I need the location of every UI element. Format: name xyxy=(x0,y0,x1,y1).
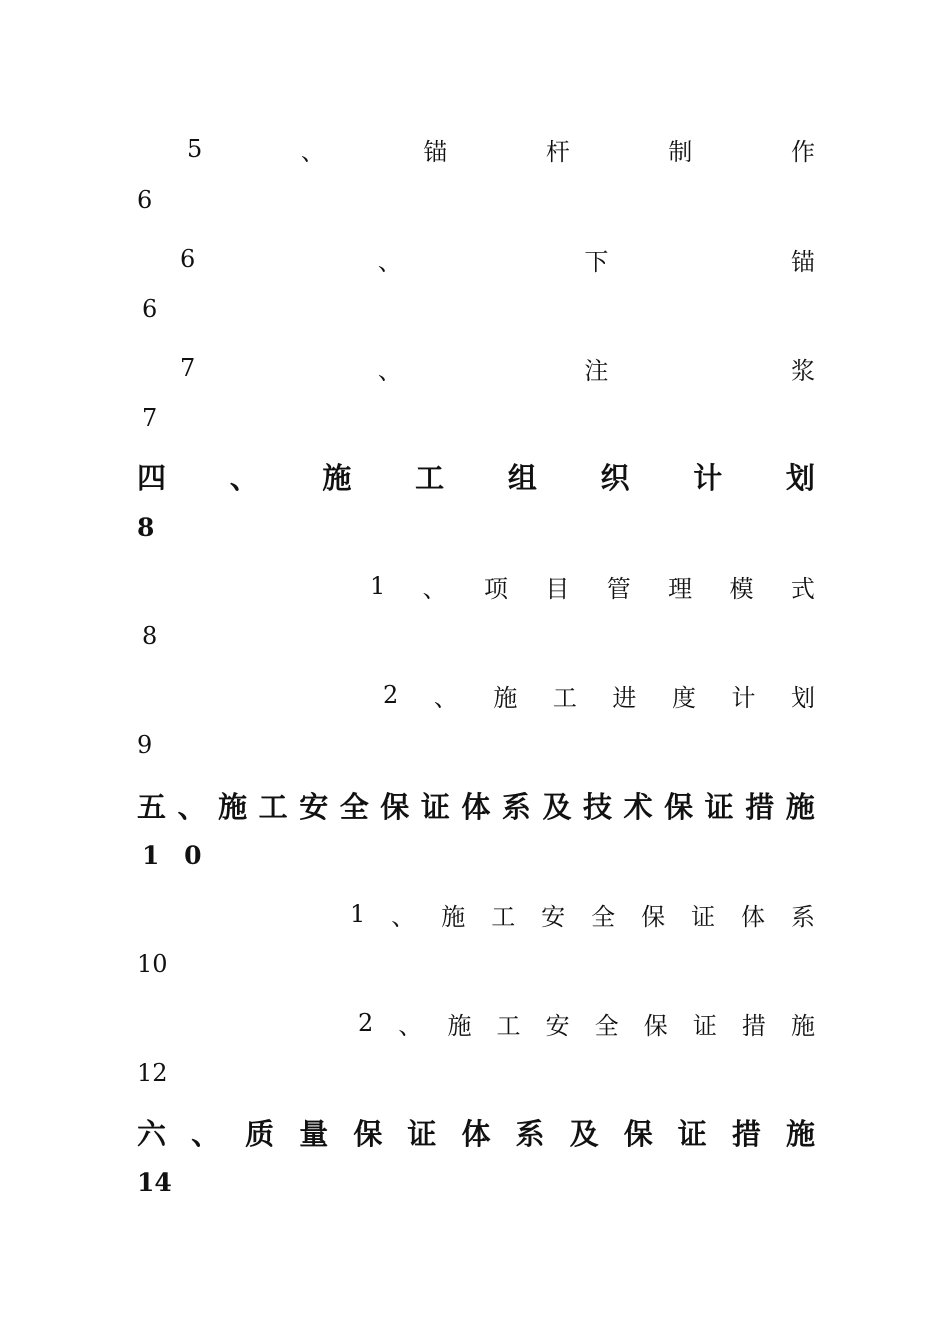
toc-char: 安 xyxy=(299,789,329,824)
toc-char: 理 xyxy=(668,574,693,603)
toc-char: 、 xyxy=(229,460,259,495)
toc-char: 五 xyxy=(137,789,167,824)
toc-char: 工 xyxy=(496,1011,521,1040)
toc-page-number: 1 0 xyxy=(142,841,210,870)
toc-char: 六 xyxy=(137,1116,167,1151)
toc-char: 、 xyxy=(398,1011,423,1040)
toc-char: 体 xyxy=(741,902,766,931)
toc-char: 保 xyxy=(664,789,694,824)
toc-char: 、 xyxy=(300,137,325,166)
toc-char: 1 xyxy=(370,572,386,600)
toc-page-number: 14 xyxy=(137,1168,172,1197)
toc-char: 四 xyxy=(137,460,167,495)
toc-char: 措 xyxy=(741,1011,766,1040)
toc-char: 、 xyxy=(422,574,447,603)
toc-char: 注 xyxy=(584,356,609,385)
toc-char: 安 xyxy=(545,1011,570,1040)
toc-heading-quality-system[interactable] xyxy=(137,1112,815,1152)
toc-char: 目 xyxy=(545,574,570,603)
toc-char: 证 xyxy=(407,1116,437,1151)
toc-char: 及 xyxy=(569,1116,599,1151)
toc-char: 施 xyxy=(447,1011,472,1040)
toc-char: 措 xyxy=(745,789,775,824)
toc-page-number: 8 xyxy=(142,622,158,650)
toc-char: 式 xyxy=(790,574,815,603)
toc-page-number: 10 xyxy=(137,950,168,978)
toc-entry-project-management[interactable] xyxy=(370,566,815,606)
toc-char: 施 xyxy=(790,1011,815,1040)
toc-char: 及 xyxy=(542,789,572,824)
toc-char: 系 xyxy=(501,789,531,824)
toc-char: 划 xyxy=(785,460,815,495)
toc-char: 工 xyxy=(491,902,516,931)
toc-char: 作 xyxy=(790,137,815,166)
toc-char: 保 xyxy=(623,1116,653,1151)
toc-char: 保 xyxy=(380,789,410,824)
toc-heading-construction-plan[interactable] xyxy=(137,456,815,496)
toc-char: 模 xyxy=(729,574,754,603)
toc-char: 证 xyxy=(691,902,716,931)
toc-char: 计 xyxy=(693,460,723,495)
toc-char: 管 xyxy=(606,574,631,603)
toc-char: 证 xyxy=(677,1116,707,1151)
toc-page-number: 9 xyxy=(137,731,153,759)
toc-entry-anchor-making[interactable] xyxy=(187,129,815,169)
toc-char: 2 xyxy=(358,1009,374,1037)
toc-char: 证 xyxy=(420,789,450,824)
toc-char: 制 xyxy=(668,137,693,166)
toc-char: 体 xyxy=(461,789,491,824)
toc-char: 体 xyxy=(461,1116,491,1151)
toc-char: 保 xyxy=(643,1011,668,1040)
toc-char: 、 xyxy=(191,1116,221,1151)
toc-entry-anchor-install[interactable] xyxy=(180,239,815,279)
toc-char: 工 xyxy=(552,683,577,712)
toc-char: 系 xyxy=(791,902,815,931)
toc-char: 术 xyxy=(623,789,653,824)
toc-char: 6 xyxy=(180,245,196,273)
toc-entry-schedule[interactable] xyxy=(383,675,815,715)
toc-page-number: 12 xyxy=(137,1059,168,1087)
toc-char: 施 xyxy=(785,789,815,824)
toc-page-number: 6 xyxy=(137,186,153,214)
toc-entry-safety-measures[interactable] xyxy=(358,1003,815,1043)
toc-char: 进 xyxy=(612,683,637,712)
toc-entry-grouting[interactable] xyxy=(180,348,815,388)
toc-char: 系 xyxy=(515,1116,545,1151)
toc-char: 保 xyxy=(641,902,666,931)
toc-char: 量 xyxy=(299,1116,329,1151)
toc-char: 锚 xyxy=(423,137,448,166)
toc-char: 全 xyxy=(339,789,369,824)
toc-char: 施 xyxy=(785,1116,815,1151)
toc-char: 组 xyxy=(507,460,537,495)
toc-char: 1 xyxy=(350,900,366,928)
toc-char: 锚 xyxy=(790,247,815,276)
toc-char: 织 xyxy=(600,460,630,495)
toc-char: 全 xyxy=(594,1011,619,1040)
toc-char: 全 xyxy=(591,902,616,931)
toc-char: 浆 xyxy=(790,356,815,385)
toc-char: 技 xyxy=(583,789,613,824)
toc-char: 、 xyxy=(391,902,416,931)
toc-page-number: 8 xyxy=(137,513,155,542)
toc-char: 、 xyxy=(377,356,402,385)
toc-char: 2 xyxy=(383,681,399,709)
toc-char: 杆 xyxy=(545,137,570,166)
toc-char: 、 xyxy=(433,683,458,712)
toc-char: 工 xyxy=(258,789,288,824)
toc-char: 措 xyxy=(731,1116,761,1151)
toc-char: 、 xyxy=(177,789,207,824)
toc-char: 、 xyxy=(377,247,402,276)
toc-char: 工 xyxy=(415,460,445,495)
toc-char: 保 xyxy=(353,1116,383,1151)
toc-char: 施 xyxy=(218,789,248,824)
toc-char: 施 xyxy=(322,460,352,495)
toc-char: 计 xyxy=(731,683,756,712)
toc-char: 证 xyxy=(692,1011,717,1040)
toc-char: 项 xyxy=(484,574,509,603)
toc-page-number: 7 xyxy=(142,404,158,432)
toc-heading-safety-system[interactable] xyxy=(137,785,815,825)
toc-char: 证 xyxy=(704,789,734,824)
toc-char: 划 xyxy=(791,683,815,712)
toc-char: 质 xyxy=(245,1116,275,1151)
toc-char: 7 xyxy=(180,354,196,382)
toc-char: 度 xyxy=(671,683,696,712)
toc-entry-safety-system[interactable] xyxy=(350,894,815,934)
toc-char: 下 xyxy=(584,247,609,276)
toc-page-number: 6 xyxy=(142,295,158,323)
toc-char: 安 xyxy=(541,902,566,931)
toc-char: 施 xyxy=(493,683,518,712)
toc-char: 施 xyxy=(441,902,466,931)
toc-char: 5 xyxy=(187,135,203,163)
